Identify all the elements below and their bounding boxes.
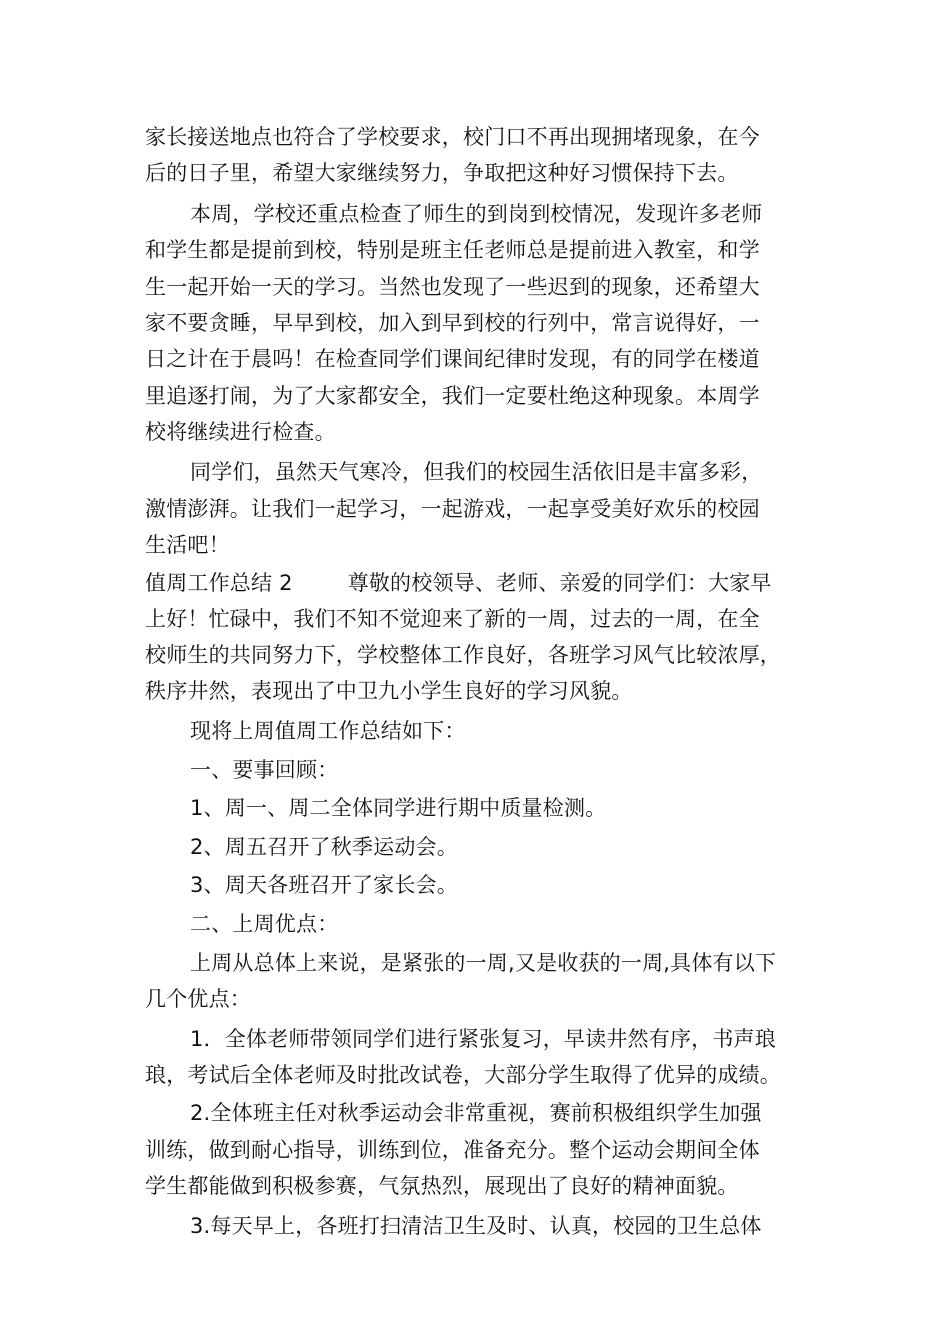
text-line: 和学生都是提前到校，特别是班主任老师总是提前进入教室，和学: [145, 238, 760, 262]
text-line: 后的日子里，希望大家继续努力，争取把这种好习惯保持下去。: [145, 161, 739, 185]
list-heading: 二、上周优点：: [190, 912, 339, 936]
list-item: 2、周五召开了秋季运动会。: [190, 835, 458, 859]
paragraph-first-line: 本周，学校还重点检查了师生的到岗到校情况，发现许多老师: [190, 202, 763, 226]
text-line: 学生都能做到积极参赛，气氛热烈，展现出了良好的精神面貌。: [145, 1174, 739, 1198]
paragraph-first-line: 上周从总体上来说，是紧张的一周,又是收获的一周,具体有以下: [190, 951, 777, 975]
text-line: 几个优点：: [145, 987, 251, 1011]
paragraph-first-line: 同学们，虽然天气寒冷，但我们的校园生活依旧是丰富多彩，: [190, 460, 763, 484]
list-item: 1、周一、周二全体同学进行期中质量检测。: [190, 796, 607, 820]
text-line: 家长接送地点也符合了学校要求，校门口不再出现拥堵现象，在今: [145, 125, 760, 149]
section-heading-line: 值周工作总结 2 尊敬的校领导、老师、亲爱的同学们：大家早: [145, 571, 772, 595]
text-line: 家不要贪睡，早早到校，加入到早到校的行列中，常言说得好，一: [145, 311, 760, 335]
text-line: 训练，做到耐心指导，训练到位，准备充分。整个运动会期间全体: [145, 1138, 760, 1162]
text-line: 校师生的共同努力下，学校整体工作良好，各班学习风气比较浓厚，: [145, 643, 781, 667]
text-line: 琅，考试后全体老师及时批改试卷，大部分学生取得了优异的成绩。: [145, 1063, 781, 1087]
text-line: 秩序井然，表现出了中卫九小学生良好的学习风貌。: [145, 679, 633, 703]
paragraph-first-line: 1．全体老师带领同学们进行紧张复习，早读井然有序，书声琅: [190, 1027, 776, 1051]
text-line: 上好！忙碌中，我们不知不觉迎来了新的一周，过去的一周，在全: [145, 607, 760, 631]
text-line: 日之计在于晨吗！在检查同学们课间纪律时发现，有的同学在楼道: [145, 347, 760, 371]
paragraph-first-line: 3.每天早上，各班打扫清洁卫生及时、认真，校园的卫生总体: [190, 1214, 762, 1238]
text-line: 校将继续进行检查。: [145, 420, 336, 444]
paragraph-first-line: 2.全体班主任对秋季运动会非常重视，赛前积极组织学生加强: [190, 1101, 762, 1125]
list-item: 3、周天各班召开了家长会。: [190, 873, 458, 897]
list-heading: 一、要事回顾：: [190, 758, 339, 782]
text-line: 激情澎湃。让我们一起学习，一起游戏，一起享受美好欢乐的校园: [145, 497, 760, 521]
paragraph-first-line: 现将上周值周工作总结如下：: [190, 719, 466, 743]
text-line: 生活吧！: [145, 533, 230, 557]
text-line: 里追逐打闹，为了大家都安全，我们一定要杜绝这种现象。本周学: [145, 384, 760, 408]
text-line: 生一起开始一天的学习。当然也发现了一些迟到的现象，还希望大: [145, 275, 760, 299]
